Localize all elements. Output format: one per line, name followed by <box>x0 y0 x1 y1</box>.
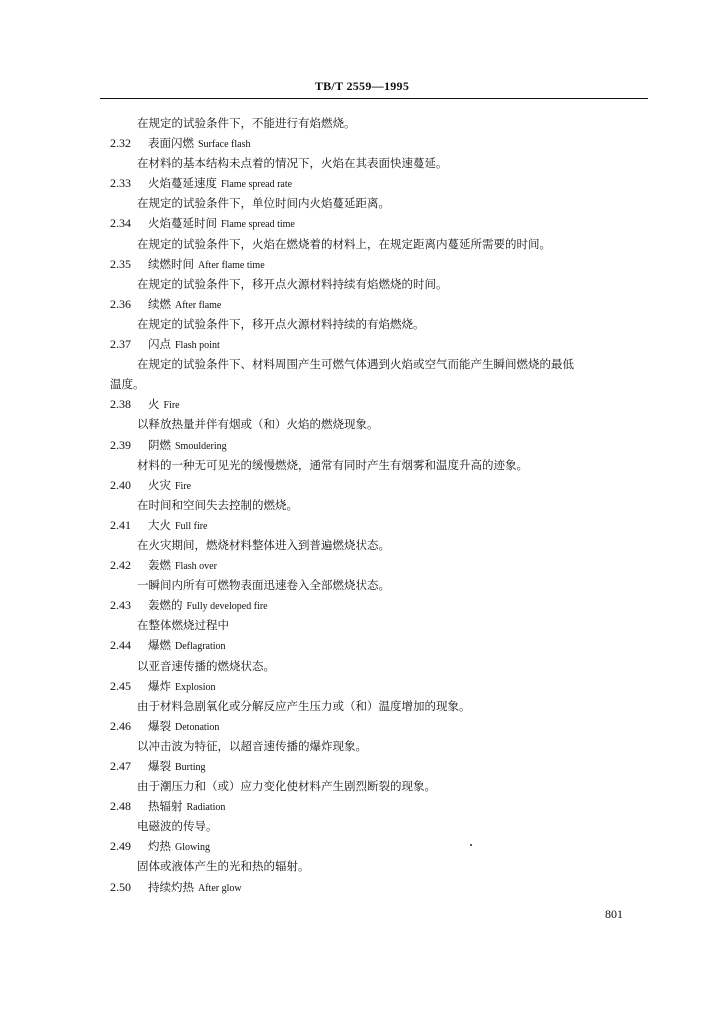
term-chinese: 火焰蔓延速度 <box>148 176 217 191</box>
term-definition: 在材料的基本结构未点着的情况下，火焰在其表面快速蔓延。 <box>137 156 448 171</box>
term-definition: 材料的一种无可见光的缓慢燃烧，通常有同时产生有烟雾和温度升高的迹象。 <box>137 457 528 472</box>
term-chinese: 阴燃 <box>148 437 171 452</box>
term-chinese: 火 <box>148 397 160 412</box>
term-number: 2.35 <box>110 256 131 271</box>
term-number: 2.33 <box>110 176 131 191</box>
term-chinese: 轰燃的 <box>148 598 183 613</box>
term-definition: 由于潮压力和（或）应力变化使材料产生剧烈断裂的现象。 <box>137 779 436 794</box>
term-definition: 在规定的试验条件下、材料周围产生可燃气体遇到火焰或空气而能产生瞬间燃烧的最低 <box>137 357 574 372</box>
term-english: After glow <box>198 882 242 894</box>
term-chinese: 爆裂 <box>148 759 171 773</box>
term-number: 2.37 <box>110 337 131 352</box>
term-definition: 在整体燃烧过程中 <box>137 618 229 633</box>
term-number: 2.48 <box>110 799 131 814</box>
term-number: 2.43 <box>110 598 131 613</box>
term-number: 2.40 <box>110 477 131 492</box>
term-definition: 电磁波的传导。 <box>137 819 218 834</box>
term-entry <box>110 475 655 495</box>
term-definition: 在时间和空间失去控制的燃烧。 <box>137 497 298 512</box>
term-number: 2.39 <box>110 437 131 452</box>
header-rule <box>100 98 648 99</box>
term-english: Deflagration <box>175 641 226 653</box>
term-definition: 一瞬间内所有可燃物表面迅速卷入全部燃烧状态。 <box>137 578 390 593</box>
term-number: 2.36 <box>110 296 131 311</box>
term-number: 2.32 <box>110 136 131 151</box>
term-definition: 在规定的试验条件下，不能进行有焰燃烧。 <box>137 116 356 130</box>
term-number: 2.34 <box>110 216 131 231</box>
term-english: Flash over <box>175 561 217 573</box>
term-entry <box>110 756 655 776</box>
term-definition: 以释放热量并伴有烟或（和）火焰的燃烧现象。 <box>137 417 379 432</box>
term-entry <box>110 254 655 274</box>
page-number: 801 <box>605 907 623 921</box>
term-number: 2.50 <box>110 879 131 894</box>
term-definition: 在规定的试验条件下，单位时间内火焰蔓延距离。 <box>137 196 390 211</box>
term-english: Burting <box>175 762 206 773</box>
term-entry <box>110 716 655 736</box>
term-definition: 在规定的试验条件下，移开点火源材料持续有焰燃烧的时间。 <box>137 276 448 291</box>
term-entry <box>110 595 655 615</box>
term-chinese: 火灾 <box>148 477 171 492</box>
term-entry <box>110 334 655 354</box>
term-definition: 以冲击波为特征，以超音速传播的爆炸现象。 <box>137 738 367 753</box>
term-chinese: 爆裂 <box>148 718 171 733</box>
term-chinese: 爆炸 <box>148 678 171 693</box>
term-definition: 由于材料急剧氧化或分解反应产生压力或（和）温度增加的现象。 <box>137 698 471 713</box>
term-english: Glowing <box>175 842 210 854</box>
document-body <box>110 113 655 897</box>
term-chinese: 续燃时间 <box>148 256 194 271</box>
term-number: 2.45 <box>110 678 131 693</box>
term-entry <box>110 173 655 193</box>
term-definition: 在火灾期间，燃烧材料整体进入到普遍燃烧状态。 <box>137 537 390 552</box>
term-english: Flame spread rate <box>221 179 293 191</box>
term-chinese: 热辐射 <box>148 799 183 814</box>
term-entry <box>110 877 655 897</box>
term-english: Radiation <box>186 802 226 814</box>
term-chinese: 灼热 <box>148 839 171 854</box>
term-number: 2.42 <box>110 558 131 573</box>
term-entry <box>110 435 655 455</box>
term-entry <box>110 796 655 816</box>
term-chinese: 表面闪燃 <box>148 136 194 151</box>
term-entry <box>110 676 655 696</box>
term-number: 2.44 <box>110 638 131 653</box>
term-definition: 在规定的试验条件下，火焰在燃烧着的材料上，在规定距离内蔓延所需要的时间。 <box>137 236 551 251</box>
term-entry <box>110 133 655 153</box>
term-english: Detonation <box>175 721 220 733</box>
term-definition: 在规定的试验条件下，移开点火源材料持续的有焰燃烧。 <box>137 316 425 331</box>
term-number: 2.49 <box>110 839 131 854</box>
term-number: 2.47 <box>110 759 131 773</box>
term-english: Fire <box>163 400 180 412</box>
term-english: Fully developed fire <box>186 601 268 613</box>
term-chinese: 持续灼热 <box>148 879 194 894</box>
term-entry <box>110 515 655 535</box>
term-english: After flame time <box>198 259 265 271</box>
term-english: Flame spread time <box>221 219 295 231</box>
term-english: After flame <box>175 299 222 311</box>
term-entry <box>110 394 655 414</box>
term-definition: 温度。 <box>110 377 145 392</box>
scan-speck <box>470 844 472 846</box>
term-entry <box>110 213 655 233</box>
term-english: Full fire <box>175 520 208 532</box>
term-entry <box>110 555 655 575</box>
term-chinese: 爆燃 <box>148 638 171 653</box>
term-chinese: 轰燃 <box>148 558 171 573</box>
term-chinese: 闪点 <box>148 337 171 352</box>
term-english: Explosion <box>175 681 216 693</box>
term-number: 2.41 <box>110 517 131 532</box>
term-entry <box>110 294 655 314</box>
term-number: 2.46 <box>110 718 131 733</box>
term-number: 2.38 <box>110 397 131 412</box>
term-entry <box>110 635 655 655</box>
term-english: Smouldering <box>175 440 227 452</box>
term-chinese: 大火 <box>148 517 171 532</box>
term-entry <box>110 836 655 856</box>
term-chinese: 续燃 <box>148 296 171 311</box>
term-english: Surface flash <box>198 139 251 151</box>
term-english: Flash point <box>175 340 220 352</box>
term-english: Fire <box>175 480 192 492</box>
document-header: TB/T 2559—1995 <box>314 79 410 93</box>
term-definition: 固体或液体产生的光和热的辐射。 <box>137 859 310 874</box>
term-chinese: 火焰蔓延时间 <box>148 216 217 231</box>
term-definition: 以亚音速传播的燃烧状态。 <box>137 658 275 673</box>
